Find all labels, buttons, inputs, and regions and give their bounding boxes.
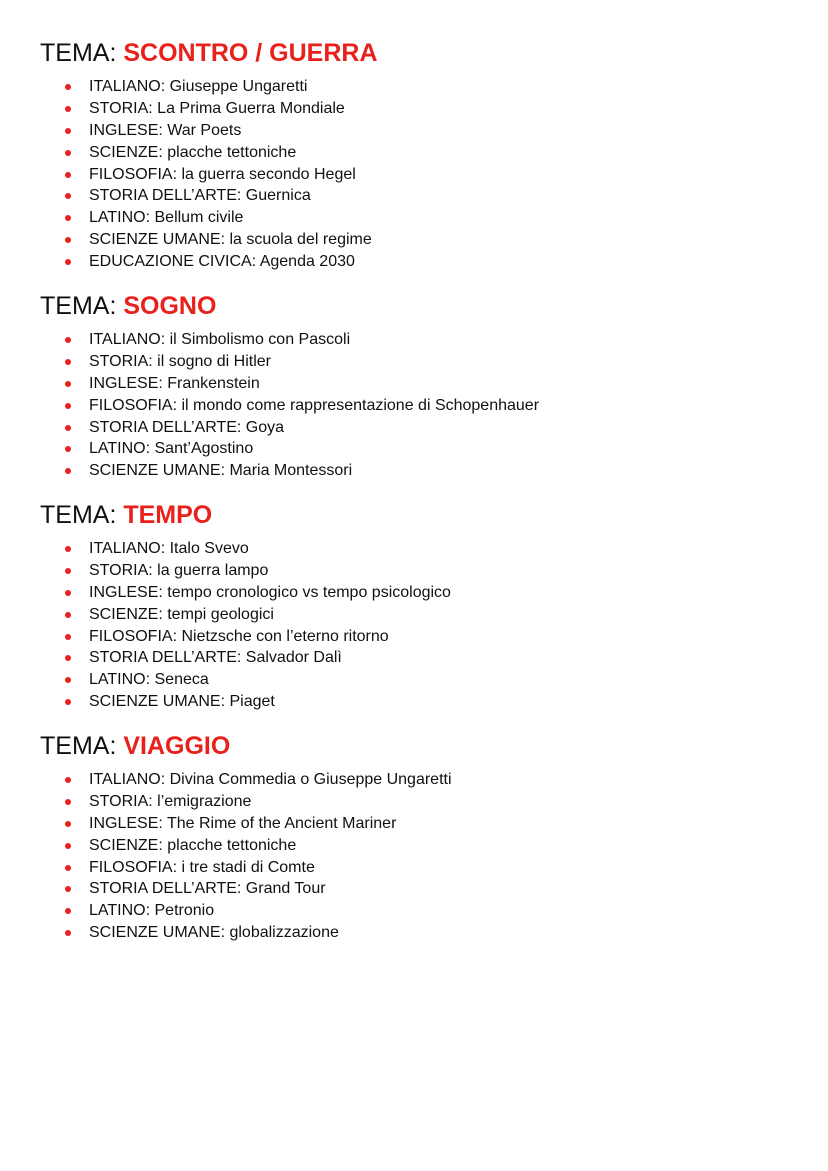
list-item: SCIENZE: placche tettoniche — [40, 142, 800, 164]
list-item: STORIA: l’emigrazione — [40, 791, 800, 813]
heading-theme: TEMPO — [123, 501, 213, 529]
list-item: FILOSOFIA: il mondo come rappresentazione di Schopenhauer — [40, 395, 800, 417]
bullet-icon — [65, 821, 71, 827]
bullet-icon — [65, 612, 71, 618]
list-item: SCIENZE UMANE: la scuola del regime — [40, 229, 800, 251]
list-item: ITALIANO: Giuseppe Ungaretti — [40, 76, 800, 98]
bullet-icon — [65, 546, 71, 552]
list-item: INGLESE: tempo cronologico vs tempo psicologico — [40, 582, 800, 604]
list-item: ITALIANO: Divina Commedia o Giuseppe Ungaretti — [40, 769, 800, 791]
bullet-icon — [65, 337, 71, 343]
section-scontro-guerra — [40, 38, 800, 273]
section-viaggio — [40, 731, 800, 944]
list-item: LATINO: Petronio — [40, 900, 800, 922]
section-heading — [40, 38, 800, 68]
topic-list — [40, 76, 800, 273]
bullet-icon — [65, 84, 71, 90]
bullet-icon — [65, 677, 71, 683]
bullet-icon — [65, 403, 71, 409]
bullet-icon — [65, 777, 71, 783]
heading-prefix: TEMA: — [40, 292, 124, 320]
list-item: STORIA: la guerra lampo — [40, 560, 800, 582]
list-item: STORIA: il sogno di Hitler — [40, 351, 800, 373]
bullet-icon — [65, 215, 71, 221]
bullet-icon — [65, 359, 71, 365]
list-item: LATINO: Bellum civile — [40, 207, 800, 229]
list-item: ITALIANO: il Simbolismo con Pascoli — [40, 329, 800, 351]
list-item: SCIENZE UMANE: Piaget — [40, 691, 800, 713]
bullet-icon — [65, 150, 71, 156]
bullet-icon — [65, 590, 71, 596]
section-tempo — [40, 500, 800, 713]
list-item: INGLESE: Frankenstein — [40, 373, 800, 395]
section-heading — [40, 500, 800, 530]
bullet-icon — [65, 381, 71, 387]
section-heading — [40, 731, 800, 761]
bullet-icon — [65, 886, 71, 892]
bullet-icon — [65, 237, 71, 243]
section-heading — [40, 291, 800, 321]
list-item: LATINO: Seneca — [40, 669, 800, 691]
list-item: SCIENZE: placche tettoniche — [40, 835, 800, 857]
list-item: STORIA: La Prima Guerra Mondiale — [40, 98, 800, 120]
bullet-icon — [65, 655, 71, 661]
bullet-icon — [65, 568, 71, 574]
list-item: EDUCAZIONE CIVICA: Agenda 2030 — [40, 251, 800, 273]
topic-list — [40, 769, 800, 944]
list-item: SCIENZE UMANE: globalizzazione — [40, 922, 800, 944]
list-item: SCIENZE UMANE: Maria Montessori — [40, 460, 800, 482]
list-item: STORIA DELL’ARTE: Goya — [40, 417, 800, 439]
list-item: STORIA DELL’ARTE: Grand Tour — [40, 878, 800, 900]
list-item: INGLESE: The Rime of the Ancient Mariner — [40, 813, 800, 835]
list-item: INGLESE: War Poets — [40, 120, 800, 142]
section-sogno — [40, 291, 800, 482]
bullet-icon — [65, 259, 71, 265]
bullet-icon — [65, 799, 71, 805]
bullet-icon — [65, 908, 71, 914]
bullet-icon — [65, 699, 71, 705]
bullet-icon — [65, 193, 71, 199]
bullet-icon — [65, 425, 71, 431]
topic-list — [40, 329, 800, 482]
list-item: FILOSOFIA: la guerra secondo Hegel — [40, 164, 800, 186]
heading-prefix: TEMA: — [40, 501, 124, 529]
bullet-icon — [65, 446, 71, 452]
heading-theme: SOGNO — [123, 292, 217, 320]
topic-list — [40, 538, 800, 713]
list-item: STORIA DELL’ARTE: Salvador Dalì — [40, 647, 800, 669]
heading-theme: VIAGGIO — [123, 732, 231, 760]
heading-prefix: TEMA: — [40, 732, 124, 760]
bullet-icon — [65, 172, 71, 178]
list-item: LATINO: Sant’Agostino — [40, 438, 800, 460]
list-item: FILOSOFIA: Nietzsche con l’eterno ritorno — [40, 626, 800, 648]
bullet-icon — [65, 128, 71, 134]
bullet-icon — [65, 930, 71, 936]
bullet-icon — [65, 634, 71, 640]
bullet-icon — [65, 468, 71, 474]
heading-theme: SCONTRO / GUERRA — [123, 39, 378, 67]
list-item: FILOSOFIA: i tre stadi di Comte — [40, 857, 800, 879]
heading-prefix: TEMA: — [40, 39, 124, 67]
bullet-icon — [65, 843, 71, 849]
list-item: STORIA DELL’ARTE: Guernica — [40, 185, 800, 207]
list-item: SCIENZE: tempi geologici — [40, 604, 800, 626]
bullet-icon — [65, 865, 71, 871]
bullet-icon — [65, 106, 71, 112]
list-item: ITALIANO: Italo Svevo — [40, 538, 800, 560]
